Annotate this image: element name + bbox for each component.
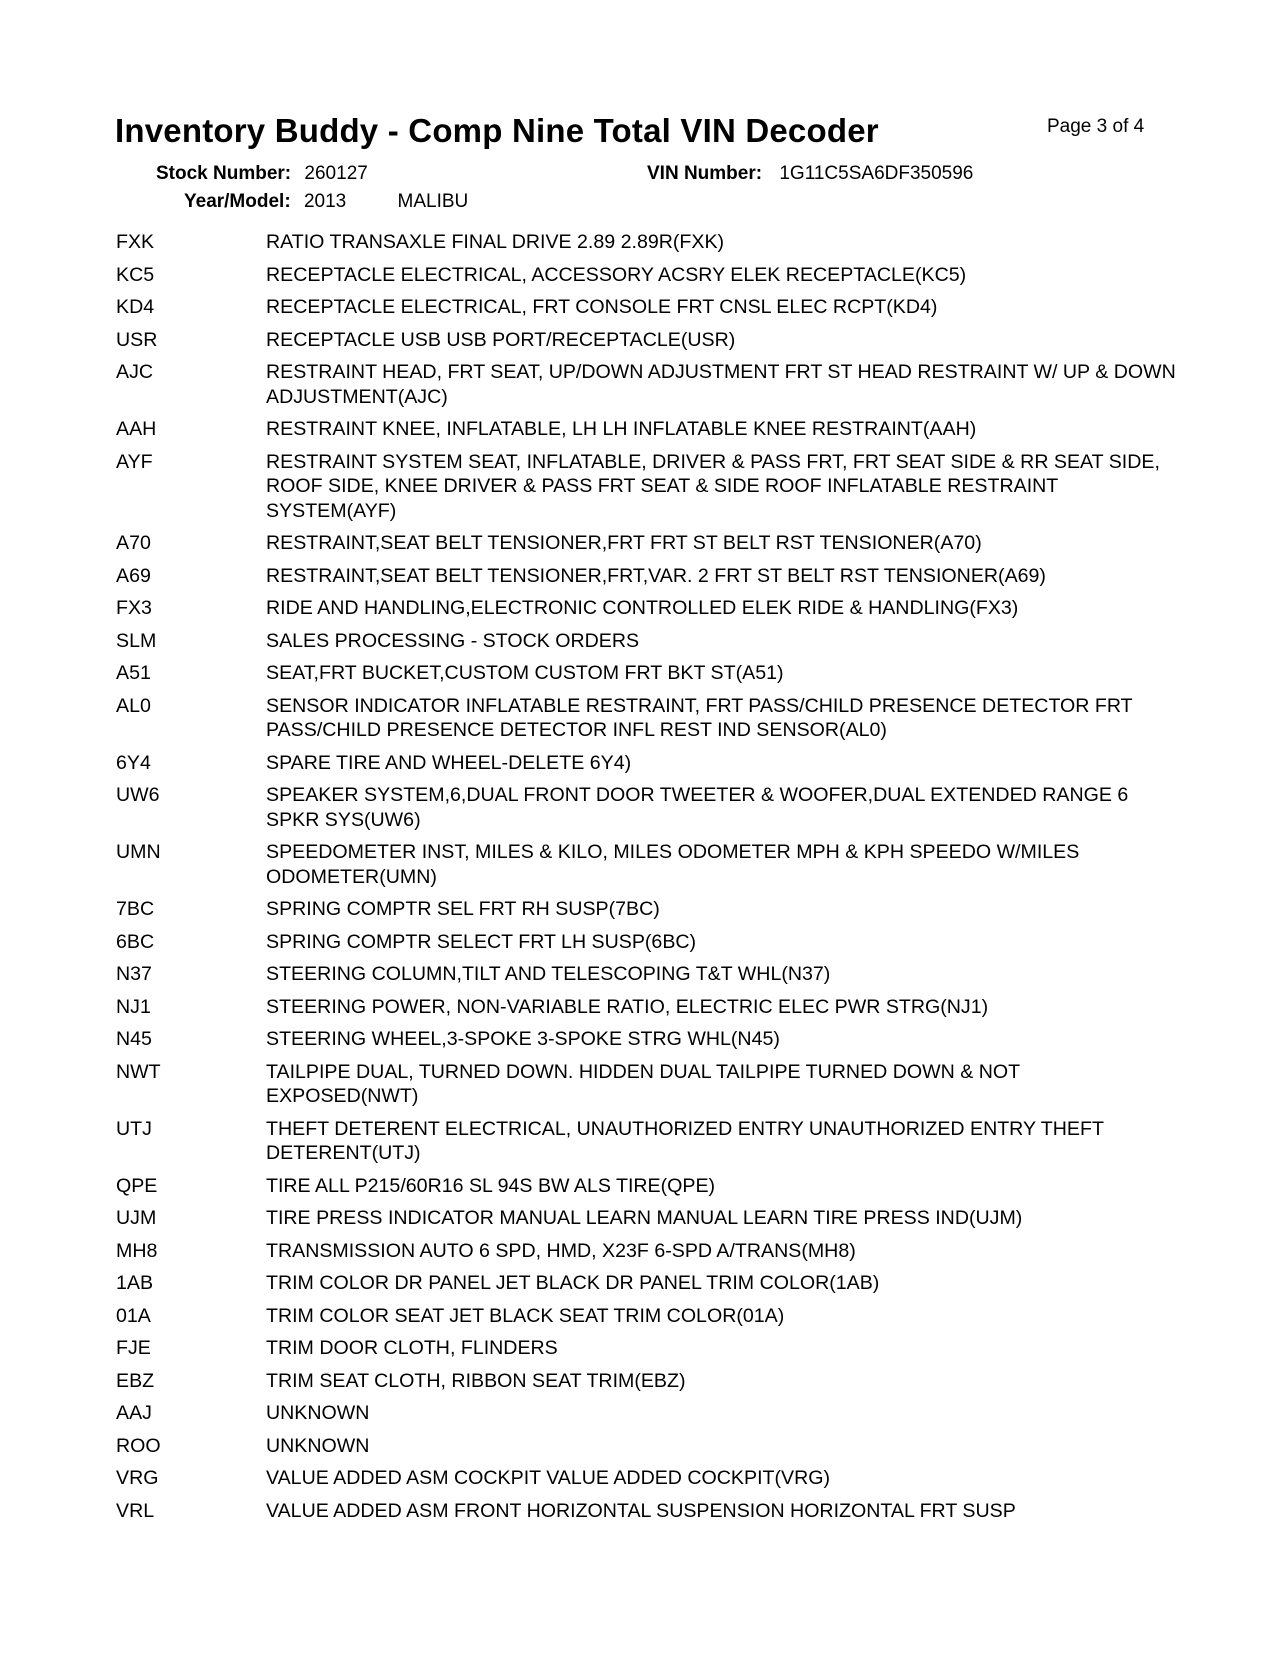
option-row — [116, 328, 1176, 353]
option-description: TRIM COLOR SEAT JET BLACK SEAT TRIM COLOR(01A) — [266, 1304, 785, 1327]
option-row — [116, 1401, 1176, 1426]
option-description: SENSOR INDICATOR INFLATABLE RESTRAINT, FRT PASS/CHILD PRESENCE DETECTOR FRT PASS/CHILD PRESENCE DETECTOR INFL REST IND SENSOR(AL0) — [266, 694, 1133, 741]
year-model-label: Year/Model: — [184, 191, 291, 212]
option-row — [116, 1434, 1176, 1459]
option-row — [116, 417, 1176, 442]
option-row — [116, 1336, 1176, 1361]
stock-number-label: Stock Number: — [156, 163, 292, 184]
option-code: SLM — [116, 629, 157, 652]
option-row — [116, 962, 1176, 987]
option-row — [116, 295, 1176, 320]
option-code: FJE — [116, 1337, 151, 1359]
vin-number-label: VIN Number: — [647, 163, 763, 184]
option-code: 01A — [116, 1304, 151, 1327]
option-row — [116, 661, 1176, 686]
option-code: VRL — [116, 1499, 155, 1522]
option-row — [116, 1466, 1176, 1491]
year-value: 2013 — [303, 191, 347, 212]
option-description: TAILPIPE DUAL, TURNED DOWN. HIDDEN DUAL TAILPIPE TURNED DOWN & NOT EXPOSED(NWT) — [266, 1060, 1020, 1107]
model-value: MALIBU — [397, 191, 469, 212]
option-code: AAJ — [116, 1402, 152, 1424]
option-description: RESTRAINT SYSTEM SEAT, INFLATABLE, DRIVER & PASS FRT, FRT SEAT SIDE & RR SEAT SIDE, ROOF SIDE, KNEE DRIVER & PASS FRT SEAT & SIDE ROOF INFLATABLE RESTRAINT SYSTEM(AYF) — [266, 450, 1160, 522]
option-row — [116, 1060, 1176, 1109]
option-description: TIRE PRESS INDICATOR MANUAL LEARN MANUAL LEARN TIRE PRESS IND(UJM) — [266, 1207, 1023, 1229]
option-row — [116, 995, 1176, 1020]
option-row — [116, 360, 1176, 409]
option-description: SALES PROCESSING - STOCK ORDERS — [266, 629, 640, 652]
option-description: TRIM COLOR DR PANEL JET BLACK DR PANEL TRIM COLOR(1AB) — [266, 1272, 880, 1294]
option-description: RECEPTACLE ELECTRICAL, FRT CONSOLE FRT CNSL ELEC RCPT(KD4) — [266, 296, 938, 318]
option-code: A70 — [116, 532, 151, 554]
option-description: RECEPTACLE ELECTRICAL, ACCESSORY ACSRY ELEK RECEPTACLE(KC5) — [266, 263, 967, 286]
option-row — [116, 263, 1176, 288]
option-row — [116, 1271, 1176, 1296]
option-description: RESTRAINT,SEAT BELT TENSIONER,FRT,VAR. 2 FRT ST BELT RST TENSIONER(A69) — [266, 564, 1046, 587]
option-code: 7BC — [116, 898, 155, 920]
option-row — [116, 596, 1176, 621]
option-row — [116, 531, 1176, 556]
option-row — [116, 897, 1176, 922]
option-description: RIDE AND HANDLING,ELECTRONIC CONTROLLED ELEK RIDE & HANDLING(FX3) — [266, 597, 1019, 619]
option-row — [116, 751, 1176, 776]
option-description: RATIO TRANSAXLE FINAL DRIVE 2.89 2.89R(FXK) — [266, 231, 725, 253]
option-code: EBZ — [116, 1369, 155, 1392]
option-description: SPARE TIRE AND WHEEL-DELETE 6Y4) — [266, 751, 632, 774]
option-description: STEERING COLUMN,TILT AND TELESCOPING T&T WHL(N37) — [266, 963, 831, 985]
option-code: ROO — [116, 1434, 161, 1457]
stock-number-value: 260127 — [304, 163, 368, 184]
stock-number-row — [156, 163, 368, 185]
option-description: SPEAKER SYSTEM,6,DUAL FRONT DOOR TWEETER & WOOFER,DUAL EXTENDED RANGE 6 SPKR SYS(UW6) — [266, 784, 1129, 831]
option-description: SPEEDOMETER INST, MILES & KILO, MILES ODOMETER MPH & KPH SPEEDO W/MILES ODOMETER(UMN) — [266, 841, 1080, 888]
option-code: USR — [116, 328, 158, 351]
option-description: SPRING COMPTR SEL FRT RH SUSP(7BC) — [266, 898, 660, 920]
option-description: RESTRAINT,SEAT BELT TENSIONER,FRT FRT ST BELT RST TENSIONER(A70) — [266, 532, 982, 554]
option-row — [116, 783, 1176, 832]
option-code: A69 — [116, 564, 151, 587]
option-description: SPRING COMPTR SELECT FRT LH SUSP(6BC) — [266, 930, 697, 953]
document-title: Inventory Buddy - Comp Nine Total VIN Decoder — [115, 112, 879, 149]
option-code: UJM — [116, 1207, 157, 1229]
option-code: 6Y4 — [116, 751, 151, 774]
option-row — [116, 840, 1176, 889]
year-model-row — [184, 191, 468, 213]
option-description: RESTRAINT HEAD, FRT SEAT, UP/DOWN ADJUSTMENT FRT ST HEAD RESTRAINT W/ UP & DOWN ADJUSTMENT(AJC) — [266, 361, 1176, 408]
option-row — [116, 450, 1176, 524]
option-description: VALUE ADDED ASM COCKPIT VALUE ADDED COCKPIT(VRG) — [266, 1467, 830, 1489]
option-code-list — [116, 230, 1176, 1531]
option-description: THEFT DETERENT ELECTRICAL, UNAUTHORIZED ENTRY UNAUTHORIZED ENTRY THEFT DETERENT(UTJ) — [266, 1117, 1104, 1164]
vin-number-row — [647, 163, 973, 185]
option-row — [116, 629, 1176, 654]
option-description: UNKNOWN — [266, 1402, 370, 1424]
option-row — [116, 694, 1176, 743]
option-description: TRIM SEAT CLOTH, RIBBON SEAT TRIM(EBZ) — [266, 1369, 686, 1392]
option-code: QPE — [116, 1174, 158, 1197]
option-code: UW6 — [116, 784, 160, 806]
option-code: VRG — [116, 1467, 159, 1489]
option-description: TIRE ALL P215/60R16 SL 94S BW ALS TIRE(QPE) — [266, 1174, 716, 1197]
option-code: N45 — [116, 1028, 152, 1050]
option-row — [116, 1117, 1176, 1166]
option-code: UTJ — [116, 1117, 152, 1140]
option-code: AYF — [116, 450, 153, 473]
option-description: VALUE ADDED ASM FRONT HORIZONTAL SUSPENSION HORIZONTAL FRT SUSP — [266, 1499, 1016, 1522]
option-code: KD4 — [116, 296, 155, 318]
option-row — [116, 1206, 1176, 1231]
option-code: AAH — [116, 418, 157, 440]
option-description: TRIM DOOR CLOTH, FLINDERS — [266, 1337, 558, 1359]
option-code: FX3 — [116, 597, 152, 619]
option-row — [116, 564, 1176, 589]
option-description: UNKNOWN — [266, 1434, 370, 1457]
option-row — [116, 930, 1176, 955]
vin-number-value: 1G11C5SA6DF350596 — [779, 163, 974, 184]
page-indicator: Page 3 of 4 — [1047, 116, 1145, 137]
option-row — [116, 1174, 1176, 1199]
option-description: STEERING POWER, NON-VARIABLE RATIO, ELECTRIC ELEC PWR STRG(NJ1) — [266, 995, 989, 1018]
option-description: STEERING WHEEL,3-SPOKE 3-SPOKE STRG WHL(N45) — [266, 1028, 780, 1050]
option-code: NJ1 — [116, 995, 151, 1018]
option-row — [116, 1304, 1176, 1329]
option-code: UMN — [116, 841, 161, 863]
option-description: RESTRAINT KNEE, INFLATABLE, LH LH INFLATABLE KNEE RESTRAINT(AAH) — [266, 418, 977, 440]
option-code: 1AB — [116, 1272, 154, 1294]
option-row — [116, 1239, 1176, 1264]
option-row — [116, 1499, 1176, 1524]
option-code: MH8 — [116, 1239, 158, 1262]
option-code: N37 — [116, 963, 152, 985]
option-description: RECEPTACLE USB USB PORT/RECEPTACLE(USR) — [266, 328, 736, 351]
option-description: SEAT,FRT BUCKET,CUSTOM CUSTOM FRT BKT ST(A51) — [266, 662, 784, 684]
option-code: KC5 — [116, 263, 155, 286]
option-row — [116, 230, 1176, 255]
option-code: NWT — [116, 1060, 161, 1083]
option-code: FXK — [116, 231, 155, 253]
option-code: A51 — [116, 662, 151, 684]
option-code: 6BC — [116, 930, 155, 953]
option-row — [116, 1369, 1176, 1394]
option-code: AJC — [116, 361, 154, 383]
option-description: TRANSMISSION AUTO 6 SPD, HMD, X23F 6-SPD A/TRANS(MH8) — [266, 1239, 856, 1262]
option-code: AL0 — [116, 694, 151, 717]
option-row — [116, 1027, 1176, 1052]
